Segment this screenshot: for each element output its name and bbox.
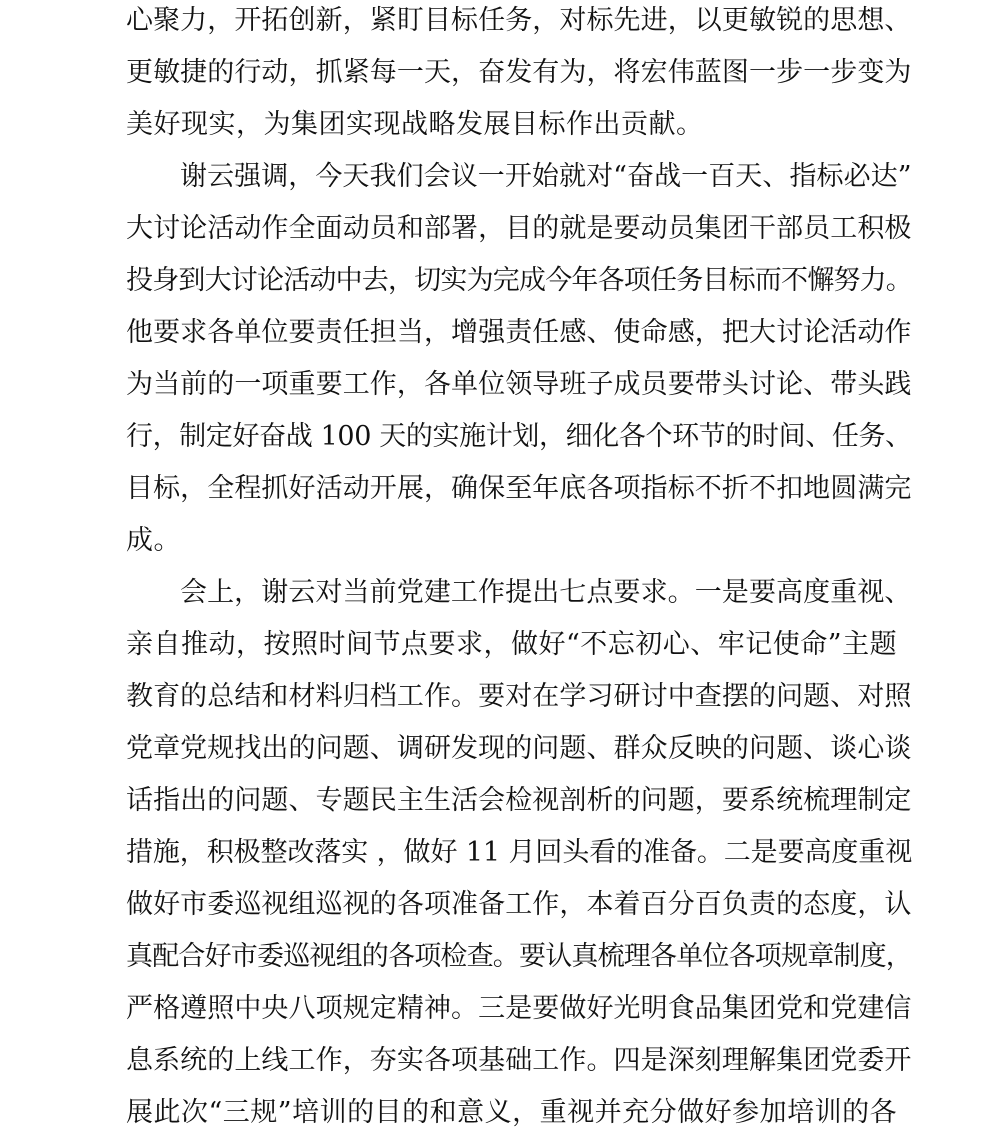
text-line-10: 目标，全程抓好活动开展，确保至年底各项指标不折不扣地圆满完 — [126, 473, 912, 504]
text-line-4: 谢云强调，今天我们会议一开始就对“奋战一百天、指标必达” — [180, 161, 912, 192]
text-line-6: 投身到大讨论活动中去，切实为完成今年各项任务目标而不懈努力。 — [126, 265, 912, 296]
text-line-13: 亲自推动，按照时间节点要求，做好“不忘初心、牢记使命”主题 — [126, 629, 898, 660]
text-line-14: 教育的总结和材料归档工作。要对在学习研讨中查摆的问题、对照 — [126, 681, 912, 712]
text-line-22: 展此次“三规”培训的目的和意义，重视并充分做好参加培训的各 — [126, 1097, 898, 1128]
text-line-11: 成。 — [126, 525, 181, 556]
text-line-12: 会上，谢云对当前党建工作提出七点要求。一是要高度重视、 — [180, 577, 912, 608]
text-line-21: 息系统的上线工作，夯实各项基础工作。四是深刻理解集团党委开 — [126, 1045, 912, 1076]
text-line-7: 他要求各单位要责任担当，增强责任感、使命感，把大讨论活动作 — [126, 317, 912, 348]
text-line-3: 美好现实，为集团实现战略发展目标作出贡献。 — [126, 109, 704, 140]
text-line-8: 为当前的一项重要工作，各单位领导班子成员要带头讨论、带头践 — [126, 369, 912, 400]
text-line-15: 党章党规找出的问题、调研发现的问题、群众反映的问题、谈心谈 — [126, 733, 912, 764]
text-line-18: 做好市委巡视组巡视的各项准备工作，本着百分百负责的态度，认 — [126, 889, 912, 920]
text-line-20: 严格遵照中央八项规定精神。三是要做好光明食品集团党和党建信 — [126, 993, 912, 1024]
text-line-17: 措施，积极整改落实 ，做好 11 月回头看的准备。二是要高度重视 — [126, 837, 913, 868]
text-line-2: 更敏捷的行动，抓紧每一天，奋发有为，将宏伟蓝图一步一步变为 — [126, 57, 912, 88]
text-line-1: 心聚力，开拓创新，紧盯目标任务，对标先进，以更敏锐的思想、 — [126, 5, 912, 36]
text-line-9: 行，制定好奋战 100 天的实施计划，细化各个环节的时间、任务、 — [126, 421, 912, 452]
text-line-19: 真配合好市委巡视组的各项检查。要认真梳理各单位各项规章制度， — [126, 941, 912, 972]
text-line-5: 大讨论活动作全面动员和部署，目的就是要动员集团干部员工积极 — [126, 213, 912, 244]
text-line-16: 话指出的问题、专题民主生活会检视剖析的问题，要系统梳理制定 — [126, 785, 912, 816]
